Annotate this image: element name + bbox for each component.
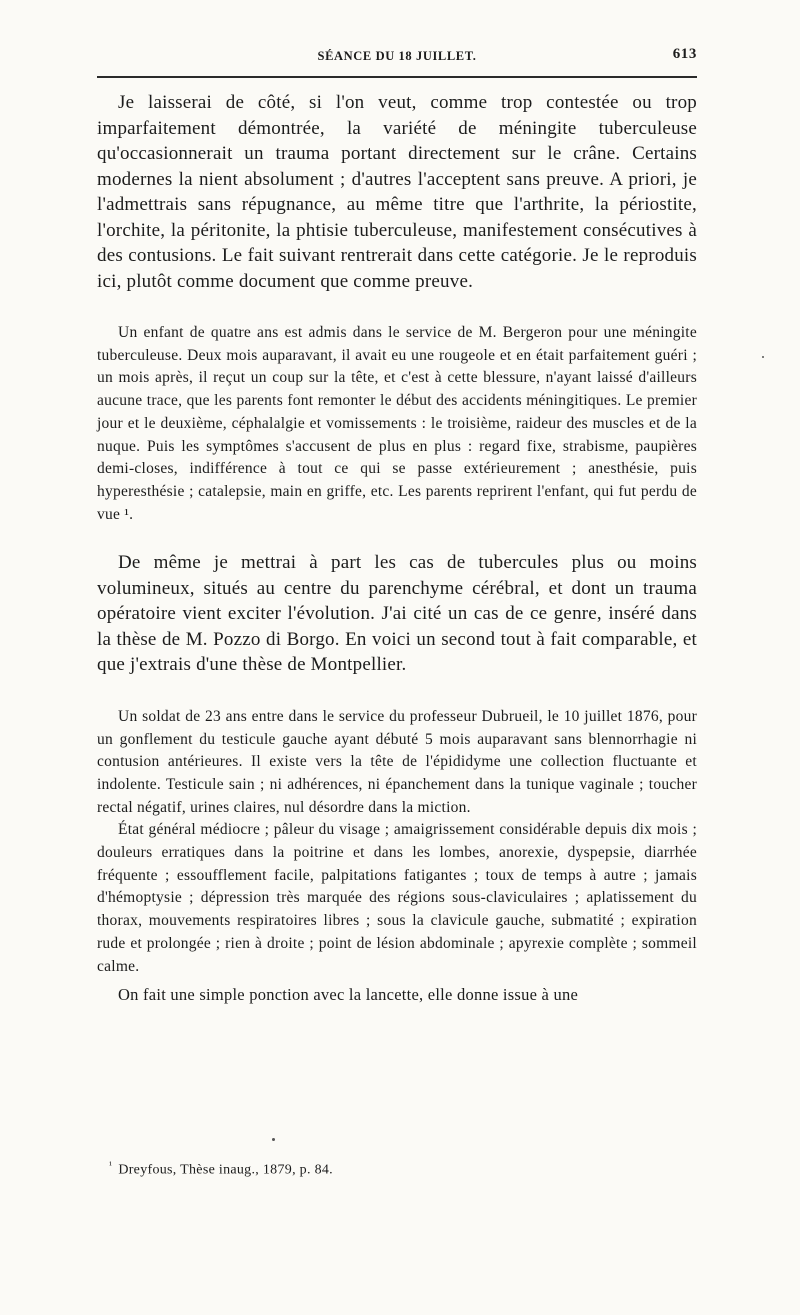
running-title: SÉANCE DU 18 JUILLET. — [317, 49, 477, 63]
page-body — [97, 44, 697, 1007]
stray-ink-dot — [272, 1138, 275, 1141]
header-rule — [97, 76, 697, 78]
footnote-marker: ¹ — [109, 1160, 113, 1171]
case-report-general-state: État général médiocre ; pâleur du visage ; amaigrissement considérable depuis dix mois ; douleurs erratiques dans la poitrine et dans les lombes, anorexie, dyspepsie, diarrhée fréquente ; essoufflement facile, palpitations fatigantes ; toux de temps à autre ; jamais d'hémoptysie ; dépression très marquée des régions sous-claviculaires ; aplatissement du thorax, mouvements respiratoires libres ; sous la clavicule gauche, submatité ; expiration rude et prolongée ; rien à droite ; point de lésion abdominale ; apyrexie complète ; sommeil calme. — [97, 821, 697, 975]
running-header — [97, 44, 697, 76]
paragraph-intro: Je laisserai de côté, si l'on veut, comme trop contestée ou trop imparfaitement démontrée, la variété de méningite tuberculeuse qu'occasionnerait un trauma portant directement sur le crâne. Certains modernes la nient absolument ; d'autres l'acceptent sans preuve. A priori, je l'admettrais sans répugnance, au même titre que l'arthrite, la périostite, l'orchite, la péritonite, la phtisie tuberculeuse, manifestement consécutives à des contusions. Le fait suivant rentrerait dans cette catégorie. Je le reproduis ici, plutôt comme document que comme preuve. — [97, 92, 697, 292]
footnote-text: Dreyfous, Thèse inaug., 1879, p. 84. — [118, 1162, 333, 1178]
case-report-child: Un enfant de quatre ans est admis dans le service de M. Bergeron pour une méningite tuberculeuse. Deux mois auparavant, il avait eu une rougeole et en était parfaitement guéri ; un mois après, il reçut un coup sur la tête, et c'est à cette blessure, n'ayant laissé d'ailleurs aucune trace, que les parents font remonter le début des accidents méningitiques. Le premier jour et le deuxième, céphalalgie et vomissements : le troisième, raideur des muscles et de la nuque. Puis les symptômes s'accusent de plus en plus : regard fixe, strabisme, paupières demi-closes, indifférence à tout ce qui se passe extérieurement ; anesthésie, puis hyperesthésie ; catalepsie, main en griffe, etc. Les parents reprirent l'enfant, qui fut perdu de vue ¹. — [97, 324, 697, 523]
footnote — [97, 1160, 697, 1179]
page-number: 613 — [672, 46, 697, 62]
case-report-soldier: Un soldat de 23 ans entre dans le service du professeur Dubrueil, le 10 juillet 1876, pour un gonflement du testicule gauche ayant débuté 5 mois auparavant sans blennorrhagie ni contusion antérieures. Il existe vers la tête de l'épididyme une collection fluctuante et indolente. Testicule sain ; ni adhérences, ni épanchement dans la tunique vaginale ; toucher rectal négatif, urines claires, nul désordre dans la miction. — [97, 707, 697, 816]
case-report-puncture: On fait une simple ponction avec la lancette, elle donne issue à une — [118, 985, 579, 1005]
stray-ink-dot — [762, 356, 764, 358]
paragraph-tubercles: De même je mettrai à part les cas de tubercules plus ou moins volumineux, situés au centre du parenchyme cérébral, et dont un trauma opératoire vient exciter l'évolution. J'ai cité un cas de ce genre, inséré dans la thèse de M. Pozzo di Borgo. En voici un second tout à fait comparable, et que j'extrais d'une thèse de Montpellier. — [97, 552, 697, 676]
